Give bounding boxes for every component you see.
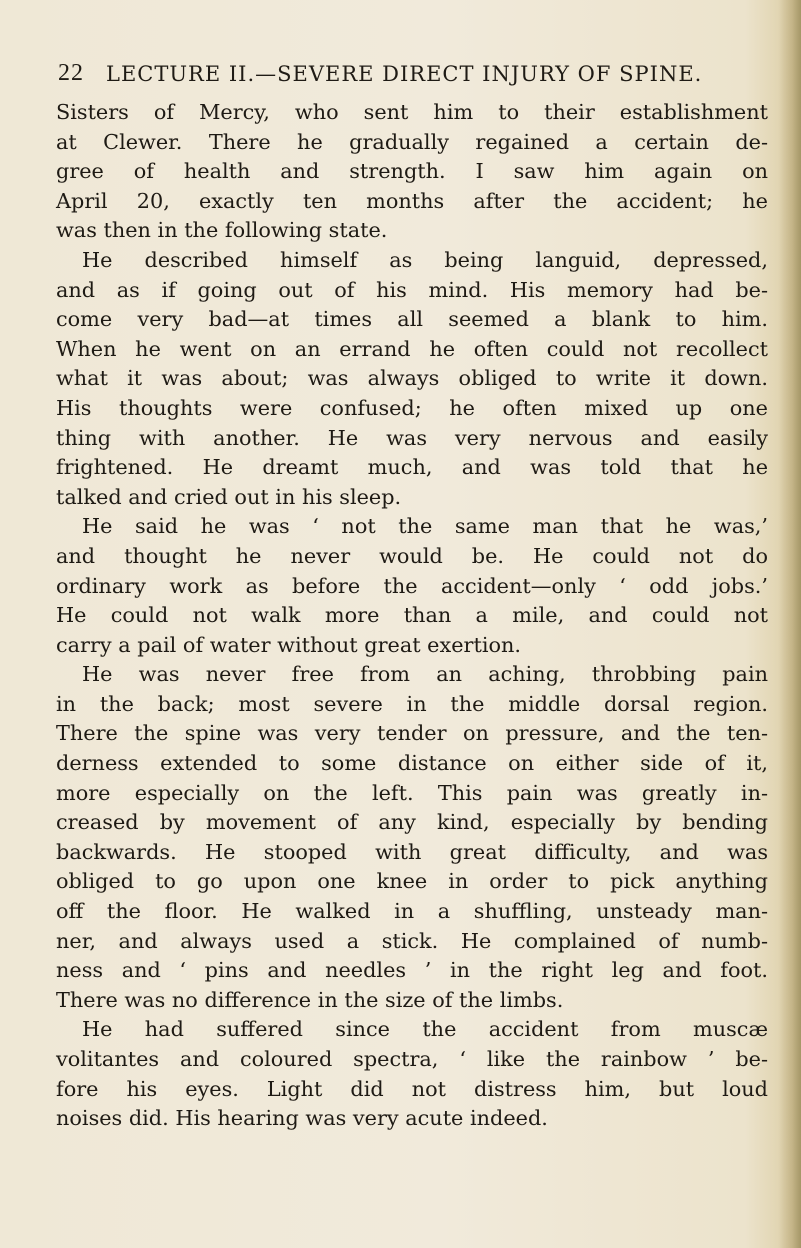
text-line: noises did. His hearing was very acute indeed.	[56, 1106, 548, 1131]
text-line: gree of health and strength. I saw him again on	[56, 159, 768, 184]
text-line: April 20, exactly ten months after the accident; he	[56, 188, 768, 213]
text-line: frightened. He dreamt much, and was told that he	[56, 455, 768, 480]
text-line: ness and ‘ pins and needles ’ in the right leg and foot.	[56, 958, 768, 983]
text-line: fore his eyes. Light did not distress him, but loud	[56, 1076, 768, 1101]
text-line: more especially on the left. This pain was greatly in-	[56, 780, 768, 805]
text-line: talked and cried out in his sleep.	[56, 484, 402, 509]
running-head: LECTURE II.—SEVERE DIRECT INJURY OF SPINE.	[106, 62, 703, 86]
text-line: backwards. He stooped with great difficulty, and was	[56, 839, 768, 864]
text-line: at Clewer. There he gradually regained a certain de-	[56, 129, 768, 154]
text-line: come very bad—at times all seemed a blank to him.	[56, 307, 768, 332]
body-text	[56, 98, 768, 1134]
text-line: creased by movement of any kind, especially by bending	[56, 810, 768, 835]
text-line: thing with another. He was very nervous and easily	[56, 425, 768, 450]
text-line: There the spine was very tender on pressure, and the ten-	[56, 721, 768, 746]
text-line: There was no difference in the size of the limbs.	[56, 987, 564, 1012]
page-number: 22	[58, 60, 84, 86]
text-line: what it was about; was always obliged to write it down.	[56, 366, 768, 391]
text-line: carry a pail of water without great exertion.	[56, 632, 522, 657]
text-line: He said he was ‘ not the same man that he was,’	[82, 514, 768, 539]
text-line: His thoughts were confused; he often mixed up one	[56, 395, 768, 420]
text-line: and thought he never would be. He could not do	[56, 543, 768, 568]
page-edge-shadow	[779, 0, 801, 1248]
text-line: was then in the following state.	[56, 218, 388, 243]
page-header	[58, 60, 758, 94]
text-line: ordinary work as before the accident—only ‘ odd jobs.’	[56, 573, 768, 598]
text-line: in the back; most severe in the middle dorsal region.	[56, 691, 768, 716]
text-line: and as if going out of his mind. His memory had be-	[56, 277, 768, 302]
text-line: Sisters of Mercy, who sent him to their establishment	[56, 100, 768, 124]
text-line: off the floor. He walked in a shuffling, unsteady man-	[56, 899, 768, 924]
text-line: obliged to go upon one knee in order to pick anything	[56, 869, 768, 894]
text-line: He was never free from an aching, throbbing pain	[82, 662, 768, 687]
text-line: He could not walk more than a mile, and could not	[56, 603, 768, 628]
text-line: When he went on an errand he often could not recollect	[56, 336, 768, 361]
text-line: He had suffered since the accident from muscæ	[82, 1017, 768, 1042]
text-line: volitantes and coloured spectra, ‘ like the rainbow ’ be-	[56, 1047, 768, 1071]
text-line: He described himself as being languid, depressed,	[82, 247, 768, 272]
text-line: derness extended to some distance on either side of it,	[56, 751, 768, 776]
text-line: ner, and always used a stick. He complained of numb-	[56, 928, 768, 953]
